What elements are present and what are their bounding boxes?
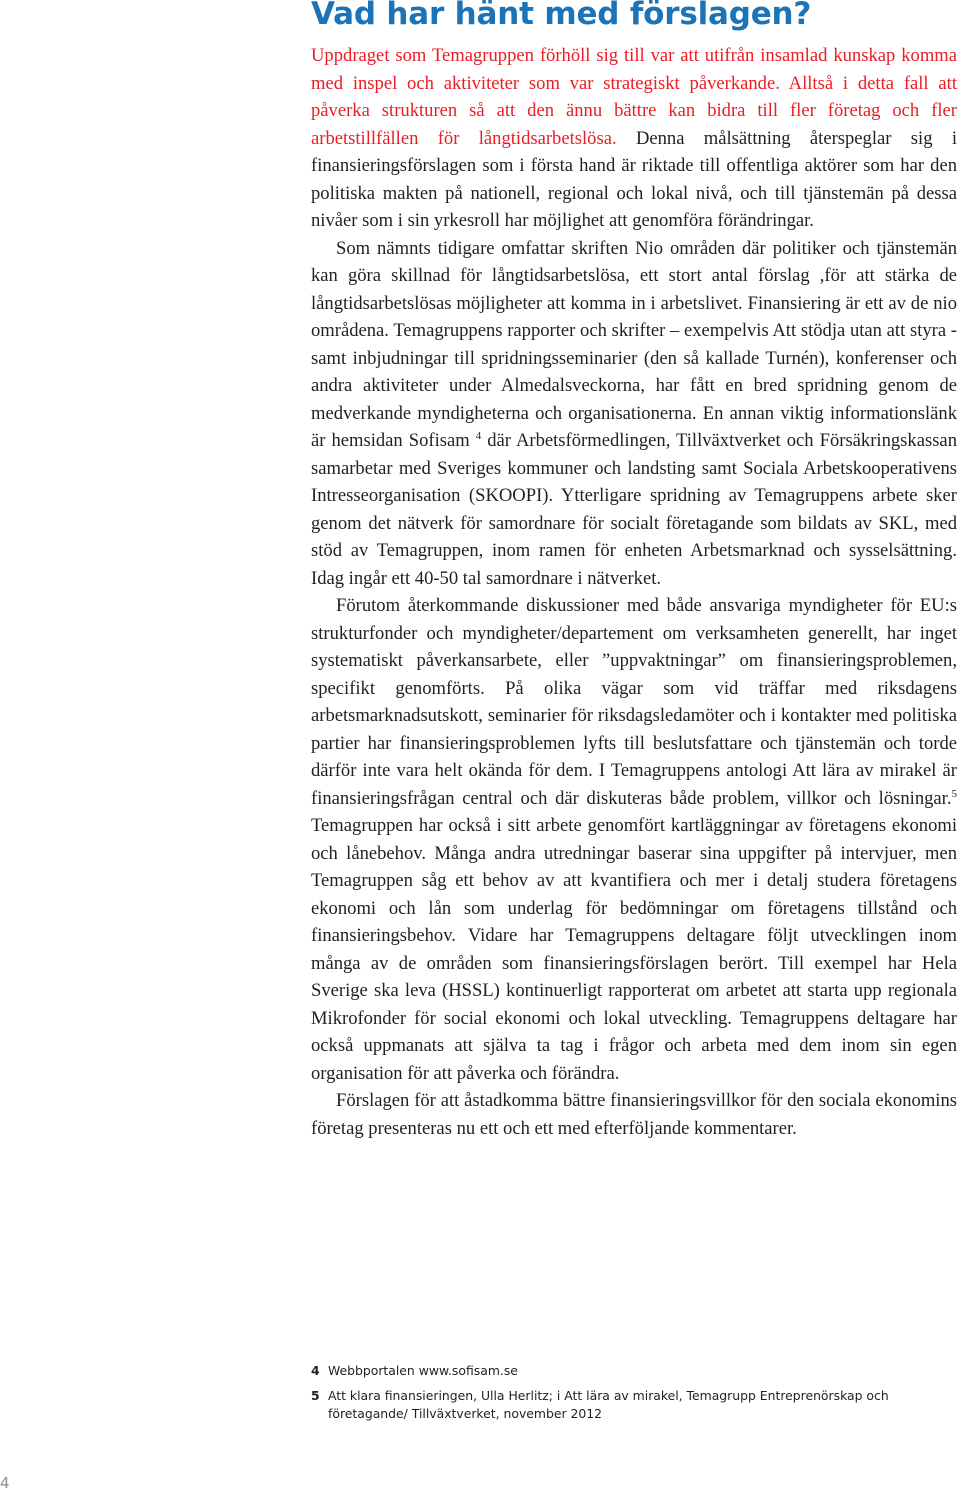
footnote-number: 4 bbox=[311, 1363, 320, 1378]
paragraph-4: Förslagen för att åstadkomma bättre finansieringsvillkor för den sociala ekonomins företag presenteras nu ett och ett med efterföljande kommentarer. bbox=[311, 1090, 957, 1139]
page-title: Vad har hänt med förslagen? bbox=[311, 0, 812, 32]
footnote-text: Att klara finansieringen, Ulla Herlitz; i Att lära av mirakel, Temagrupp Entreprenörskap och företagande/ Tillväxtverket, november 2012 bbox=[328, 1388, 889, 1421]
paragraph-1 bbox=[311, 42, 957, 235]
page-number: 4 bbox=[0, 1474, 10, 1492]
footnotes bbox=[311, 1362, 957, 1430]
footnote-ref-5[interactable]: 5 bbox=[951, 787, 957, 800]
body-text bbox=[311, 42, 957, 1142]
footnote-ref-4[interactable]: 4 bbox=[475, 430, 482, 442]
paragraph-1-intro: Uppdraget som Temagruppen förhöll sig till var att utifrån insamlad kunskap komma med inspel och aktiviteter som var strategiskt påverkande. Alltså i detta fall att påverka strukturen så att den ännu bättre kan bidra till fler företag och fler arbetstillfällen för långtidsarbetslösa. bbox=[311, 45, 957, 149]
paragraph-3 bbox=[311, 592, 957, 1087]
paragraph-2 bbox=[311, 235, 957, 593]
footnote-number: 5 bbox=[311, 1388, 320, 1403]
paragraph-1-rest: Denna målsättning återspeglar sig i finansieringsförslagen som i första hand är riktade till offentliga aktörer som har den politiska makten på nationell, regional och lokal nivå, och till tjänstemän på dessa nivåer som i sin yrkesroll har möjlighet att genomföra förändringar. bbox=[311, 127, 957, 231]
footnote-4 bbox=[311, 1362, 957, 1380]
footnote-text: Webbportalen www.sofisam.se bbox=[328, 1363, 518, 1378]
footnote-5 bbox=[311, 1387, 957, 1423]
paragraph-3-end: Temagruppen har också i sitt arbete genomfört kartläggningar av företagens ekonomi och lånebehov. Många andra utredningar baserar sina uppgifter på intervjuer, men Temagruppen såg ett behov av att kvantifiera och mer i detalj studera företagens ekonomi och lån som underlag för bedömningar om företagens tillstånd och finansieringsbehov. Vidare har Temagruppens deltagare följt utvecklingen inom många av de områden som finansieringsförslagen berört. Till exempel har Hela Sverige ska leva (HSSL) kontinuerligt rapporterat om arbetet att starta upp regionala Mikrofonder för social ekonomi och lokal utveckling. Temagruppens deltagare har också uppmanats att själva ta tag i frågor och arbeta med dem inom sin egen organisation för att påverka och förändra. bbox=[311, 815, 957, 1084]
paragraph-3-start: Förutom återkommande diskussioner med både ansvariga myndigheter för EU:s strukturfonder och myndigheter/departement om verksamheten generellt, har inget systematiskt påverkansarbete, eller ”uppvaktningar” om finansieringsproblemen, specifikt genomförts. På olika vägar som vid träffar med riksdagens arbetsmarknadsutskott, seminarier för riksdagsledamöter och i kontakter med politiska partier har finansieringsproblemen lyfts till beslutsfattare och tjänstemän och torde därför inte vara helt okända för dem. I Temagruppens antologi Att lära av mirakel är finansieringsfrågan central och där diskuteras både problem, villkor och lösningar. bbox=[311, 595, 957, 809]
paragraph-2-end: där Arbetsförmedlingen, Tillväxtverket och Försäkringskassan samarbetar med Sveriges kommuner och landsting samt Sociala Arbetskooperativens Intresseorganisation (SKOOPI). Ytterligare spridning av Temagruppens arbete sker genom det nätverk för samordnare för socialt företagande som bildats av SKL, med stöd av Temagruppen, inom ramen för enheten Arbetsmarknad och sysselsättning. Idag ingår ett 40-50 tal samordnare i nätverket. bbox=[311, 430, 957, 589]
paragraph-2-start: Som nämnts tidigare omfattar skriften Nio områden där politiker och tjänstemän kan göra skillnad för långtidsarbetslösa, ett stort antal förslag ,för att stärka de långtidsarbetslösas möjligheter att komma in i arbetslivet. Finansiering är ett av de nio områdena. Temagruppens rapporter och skrifter – exempelvis Att stödja utan att styra - samt inbjudningar till spridningsseminarier (den så kallade Turnén), konferenser och andra aktiviteter under Almedalsveckorna, har fått en bred spridning genom de medverkande myndigheterna och organisationerna. En annan viktig informationslänk är hemsidan Sofisam bbox=[311, 237, 957, 451]
